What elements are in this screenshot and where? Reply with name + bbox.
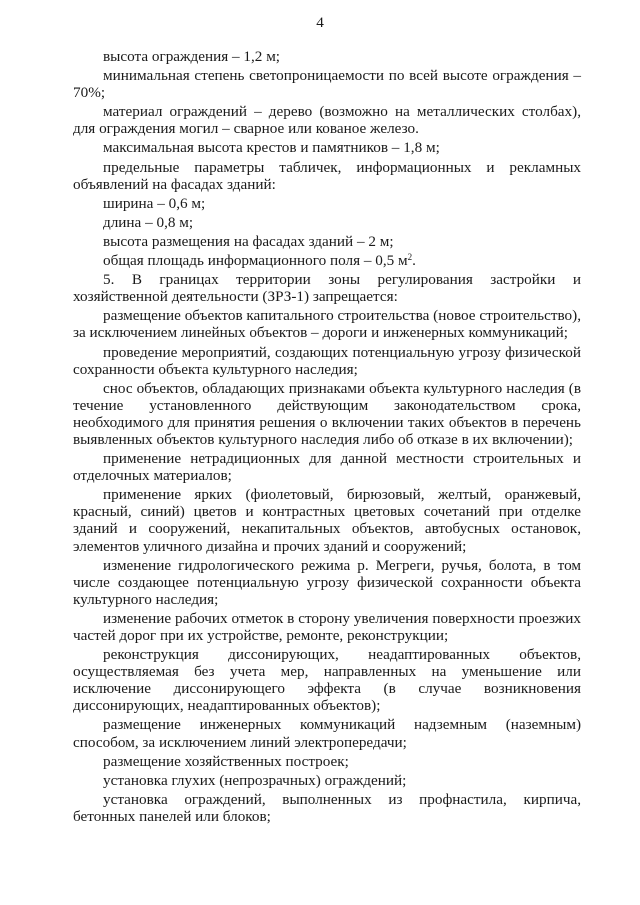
paragraph: изменение рабочих отметок в сторону увеличения поверхности проезжих частей дорог при их устройстве, ремонте, реконструкции; bbox=[73, 609, 581, 644]
document-body bbox=[73, 48, 581, 825]
paragraph: высота размещения на фасадах зданий – 2 м; bbox=[103, 232, 394, 250]
paragraph: снос объектов, обладающих признаками объекта культурного наследия (в течение установленного действующим законодательством срока, необходимого для принятия решения о включении таких объектов в перечень выявленных объектов культурного наследия либо об отказе в их включении); bbox=[73, 379, 581, 448]
paragraph: ширина – 0,6 м; bbox=[103, 194, 206, 212]
paragraph: установка ограждений, выполненных из профнастила, кирпича, бетонных панелей или блоков; bbox=[73, 790, 581, 825]
paragraph: размещение хозяйственных построек; bbox=[103, 752, 349, 770]
paragraph: предельные параметры табличек, информационных и рекламных объявлений на фасадах зданий: bbox=[73, 158, 581, 193]
paragraph-info-area bbox=[73, 252, 581, 269]
paragraph: длина – 0,8 м; bbox=[103, 213, 194, 231]
paragraph: реконструкция диссонирующих, неадаптированных объектов, осуществляемая без учета мер, направленных на уменьшение или исключение диссонирующего эффекта (в случае возникновения диссонирующих, неадаптированных объектов); bbox=[73, 646, 581, 715]
page-number: 4 bbox=[316, 14, 324, 31]
paragraph: изменение гидрологического режима р. Мегреги, ручья, болота, в том числе создающее потенциальную угрозу физической сохранности объекта культурного наследия; bbox=[73, 556, 581, 608]
paragraph-text: общая площадь информационного поля – 0,5 м bbox=[103, 252, 408, 270]
paragraph: размещение инженерных коммуникаций надземным (наземным) способом, за исключением линий электропередачи; bbox=[73, 716, 581, 751]
paragraph: применение ярких (фиолетовый, бирюзовый, желтый, оранжевый, красный, синий) цветов и контрастных цветовых сочетаний при отделке зданий и сооружений, некапитальных объектов, автобусных остановок, элементов уличного дизайна и прочих зданий и сооружений; bbox=[73, 486, 581, 555]
terminator: . bbox=[412, 252, 416, 270]
paragraph: применение нетрадиционных для данной местности строительных и отделочных материалов; bbox=[73, 450, 581, 485]
paragraph: минимальная степень светопроницаемости по всей высоте ограждения – 70%; bbox=[73, 67, 581, 102]
paragraph: проведение мероприятий, создающих потенциальную угрозу физической сохранности объекта культурного наследия; bbox=[73, 343, 581, 378]
paragraph-section-5: 5. В границах территории зоны регулирования застройки и хозяйственной деятельности (ЗРЗ-1) запрещается: bbox=[73, 271, 581, 306]
paragraph: установка глухих (непрозрачных) ограждений; bbox=[103, 771, 407, 789]
paragraph: материал ограждений – дерево (возможно на металлических столбах), для ограждения могил – сварное или кованое железо. bbox=[73, 103, 581, 138]
paragraph: максимальная высота крестов и памятников – 1,8 м; bbox=[103, 139, 440, 157]
paragraph: высота ограждения – 1,2 м; bbox=[103, 48, 281, 65]
paragraph: размещение объектов капитального строительства (новое строительство), за исключением линейных объектов – дороги и инженерных коммуникаций; bbox=[73, 307, 581, 342]
superscript: 2 bbox=[407, 252, 413, 263]
